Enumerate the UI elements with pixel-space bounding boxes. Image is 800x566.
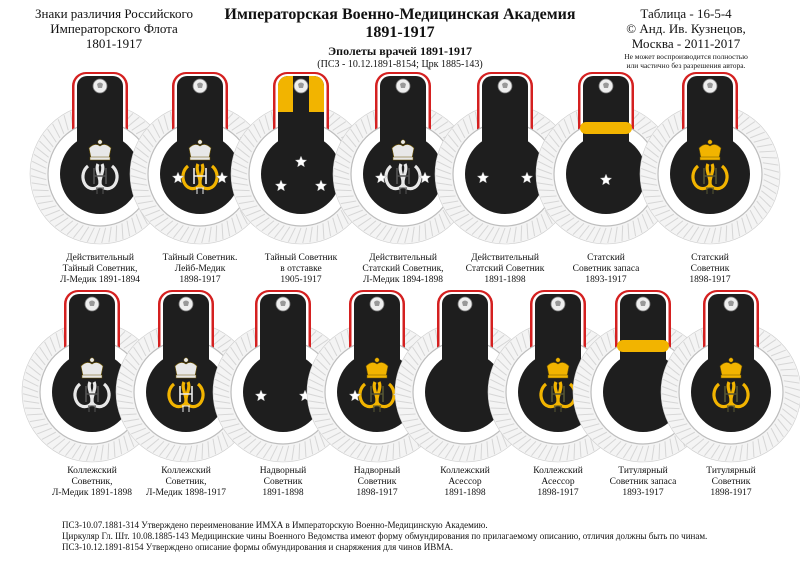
caption-line: 1898-1917 — [537, 488, 579, 498]
caption-line: Л-Медик 1894-1898 — [362, 275, 444, 285]
caption-line: 1891-1898 — [262, 488, 304, 498]
caption-line: Коллежский — [533, 466, 583, 476]
caption-line: Коллежский — [440, 466, 490, 476]
strap-joint — [260, 330, 306, 360]
epaulette-caption — [671, 466, 791, 499]
caption-line: Советник, — [165, 477, 207, 487]
strap-joint — [278, 112, 324, 142]
strap-joint — [354, 330, 400, 360]
caption-line: Советник — [263, 477, 303, 487]
strap-joint — [442, 330, 488, 360]
caption-line: Коллежский — [161, 466, 211, 476]
caption-line: Действительный — [471, 253, 539, 263]
header-left-line: 1801-1917 — [85, 36, 143, 51]
eagle-icon — [640, 301, 646, 307]
caption-line: 1898-1917 — [689, 275, 731, 285]
caption-line: Титулярный — [618, 466, 668, 476]
caption-line: Тайный Советник. — [162, 253, 238, 263]
caption-line: Лейб-Медик — [174, 264, 226, 274]
strap-joint — [77, 112, 123, 142]
page-years: 1891-1917 — [365, 24, 435, 41]
strap-joint — [708, 330, 754, 360]
epaulette-caption — [546, 253, 666, 286]
eagle-icon — [183, 301, 189, 307]
caption-line: Тайный Советник, — [62, 264, 138, 274]
caption-line: Л-Медик 1891-1898 — [51, 488, 133, 498]
caption-line: 1893-1917 — [585, 275, 627, 285]
caption-line: Надворный — [353, 466, 401, 476]
caption-line: Статский Советник, — [362, 264, 444, 274]
caption-line: Л-Медик 1898-1917 — [145, 488, 227, 498]
page-sources: (ПСЗ - 10.12.1891-8154; Црк 1885-143) — [317, 59, 483, 70]
place-years: Москва - 2011-2017 — [631, 36, 741, 51]
field — [261, 134, 341, 214]
strap-joint — [163, 330, 209, 360]
table-number: Таблица - 16-5-4 — [640, 6, 732, 21]
eagle-icon — [89, 301, 95, 307]
caption-line: 1891-1898 — [484, 275, 526, 285]
caption-line: Статский Советник — [465, 264, 545, 274]
copyright-note-line: Не может воспроизводится полностью — [624, 52, 748, 61]
header-left-line: Знаки различия Российского — [35, 6, 193, 21]
footer-line: Циркуляр Гл. Шт. 10.08.1885-143 Медицинские чины Военного Ведомства имеют форму обмундирования по прилагаемому описанию, отличия должны быть по чинам. — [62, 531, 708, 541]
epaulette — [640, 72, 780, 244]
caption-line: Действительный — [66, 253, 134, 263]
caption-line: 1905-1917 — [280, 275, 322, 285]
caption-line: 1891-1898 — [444, 488, 486, 498]
caption-line: Тайный Советник — [264, 253, 338, 263]
gold-strip — [617, 340, 669, 352]
caption-line: Титулярный — [706, 466, 756, 476]
epaulette-caption — [650, 253, 770, 286]
strap-joint — [380, 112, 426, 142]
caption-line: Действительный — [369, 253, 437, 263]
header-left-line: Императорского Флота — [50, 21, 178, 36]
caption-line: Советник запаса — [609, 477, 677, 487]
footer-notes — [62, 520, 707, 553]
eagle-icon — [400, 83, 406, 89]
field — [465, 134, 545, 214]
eagle-icon — [462, 301, 468, 307]
eagle-icon — [97, 83, 103, 89]
eagle-icon — [603, 83, 609, 89]
footer-line: ПСЗ-10.07.1881-314 Утверждено переименование ИМХА в Императорскую Военно-Медицинскую Академию. — [62, 520, 488, 530]
eagle-icon — [298, 83, 304, 89]
eagle-icon — [197, 83, 203, 89]
gold-strip — [580, 122, 632, 134]
author: © Анд. Ив. Кузнецов, — [626, 21, 746, 36]
caption-line: Советник — [357, 477, 397, 487]
caption-line: в отставке — [280, 264, 322, 274]
epaulette — [661, 290, 800, 462]
eagle-icon — [728, 301, 734, 307]
footer-line: ПСЗ-10.12.1891-8154 Утверждено описание формы обмундирования и снаряжения для чинов ИВМА. — [62, 542, 453, 552]
eagle-icon — [502, 83, 508, 89]
caption-line: Советник — [711, 477, 751, 487]
caption-line: 1898-1917 — [179, 275, 221, 285]
eagle-icon — [555, 301, 561, 307]
page-title: Императорская Военно-Медицинская Академия — [224, 6, 576, 23]
caption-line: Советник запаса — [572, 264, 640, 274]
caption-line: Асессор — [448, 477, 482, 487]
caption-line: Л-Медик 1891-1894 — [59, 275, 141, 285]
caption-line: 1893-1917 — [622, 488, 664, 498]
eagle-icon — [280, 301, 286, 307]
strap-joint — [177, 112, 223, 142]
caption-line: Советник — [690, 264, 730, 274]
strap-joint — [535, 330, 581, 360]
caption-line: 1898-1917 — [356, 488, 398, 498]
caption-line: Статский — [587, 253, 625, 263]
strap-joint — [69, 330, 115, 360]
page-subtitle: Эполеты врачей 1891-1917 — [328, 44, 472, 58]
caption-line: Советник, — [71, 477, 113, 487]
caption-line: Коллежский — [67, 466, 117, 476]
caption-line: Асессор — [541, 477, 575, 487]
strap-joint — [482, 112, 528, 142]
caption-line: Статский — [691, 253, 729, 263]
caption-line: Надворный — [259, 466, 307, 476]
eagle-icon — [374, 301, 380, 307]
eagle-icon — [707, 83, 713, 89]
strap-joint — [687, 112, 733, 142]
caption-line: 1898-1917 — [710, 488, 752, 498]
copyright-note-line: или частично без разрешения автора. — [626, 61, 746, 70]
